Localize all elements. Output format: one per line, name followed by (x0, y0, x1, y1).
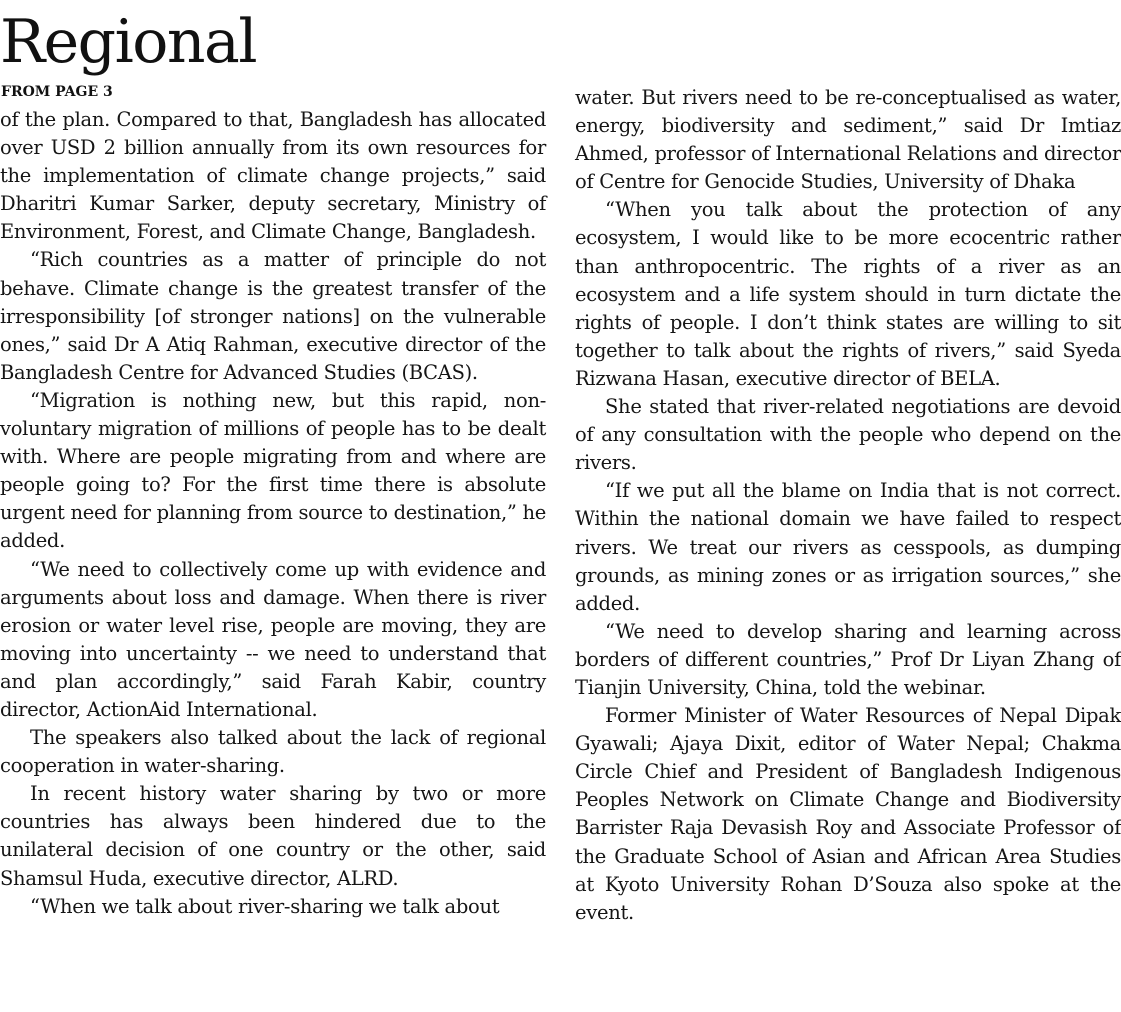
paragraph: “If we put all the blame on India that is not correct. Within the national domain we have failed to respect rivers. We treat our rivers as cesspools, as dumping grounds, as mining zones or as irrigation sources,” she added. (575, 479, 1121, 615)
paragraph: In recent history water sharing by two or more countries has always been hindered due to the unilateral decision of one country or the other, said Shamsul Huda, executive director, ALRD. (0, 782, 546, 890)
paragraph: of the plan. Compared to that, Bangladesh has allocated over USD 2 billion annually from its own resources for the implementation of climate change projects,” said Dharitri Kumar Sarker, deputy secretary, Ministry of Environment, Forest, and Climate Change, Bangladesh. (0, 108, 546, 244)
page-title: Regional (0, 7, 257, 77)
paragraph: “When we talk about river-sharing we talk about (30, 894, 500, 918)
paragraph: The speakers also talked about the lack of regional cooperation in water-sharing. (0, 726, 546, 778)
paragraph: She stated that river-related negotiations are devoid of any consultation with the people who depend on the rivers. (575, 395, 1121, 475)
paragraph: water. But rivers need to be re-conceptualised as water, energy, biodiversity and sediment,” said Dr Imtiaz Ahmed, professor of International Relations and director of Centre for Genocide Studies, University of Dhaka (575, 86, 1121, 194)
paragraph: “When you talk about the protection of any ecosystem, I would like to be more ecocentric rather than anthropocentric. The rights of a river as an ecosystem and a life system should in turn dictate the rights of people. I don’t think states are willing to sit together to talk about the rights of rivers,” said Syeda Rizwana Hasan, executive director of BELA. (575, 198, 1121, 390)
right-column (575, 84, 1121, 927)
continuation-label: FROM PAGE 3 (1, 84, 113, 100)
paragraph: “Rich countries as a matter of principle do not behave. Climate change is the greatest transfer of the irresponsibility [of stronger nations] on the vulnerable ones,” said Dr A Atiq Rahman, executive director of the Bangladesh Centre for Advanced Studies (BCAS). (0, 248, 546, 384)
left-column (0, 106, 546, 921)
paragraph: “Migration is nothing new, but this rapid, non-voluntary migration of millions of people has to be dealt with. Where are people migrating from and where are people going to? For the first time there is absolute urgent need for planning from source to destination,” he added. (0, 388, 546, 553)
paragraph: “We need to develop sharing and learning across borders of different countries,” Prof Dr Liyan Zhang of Tianjin University, China, told the webinar. (575, 619, 1121, 699)
paragraph: “We need to collectively come up with evidence and arguments about loss and damage. When there is river erosion or water level rise, people are moving, they are moving into uncertainty -- we need to understand that and plan accordingly,” said Farah Kabir, country director, ActionAid International. (0, 557, 546, 721)
paragraph: Former Minister of Water Resources of Nepal Dipak Gyawali; Ajaya Dixit, editor of Water Nepal; Chakma Circle Chief and President of Bangladesh Indigenous Peoples Network on Climate Change and Biodiversity Barrister Raja Devasish Roy and Associate Professor of the Graduate School of Asian and African Area Studies at Kyoto University Rohan D’Souza also spoke at the event. (575, 704, 1121, 924)
